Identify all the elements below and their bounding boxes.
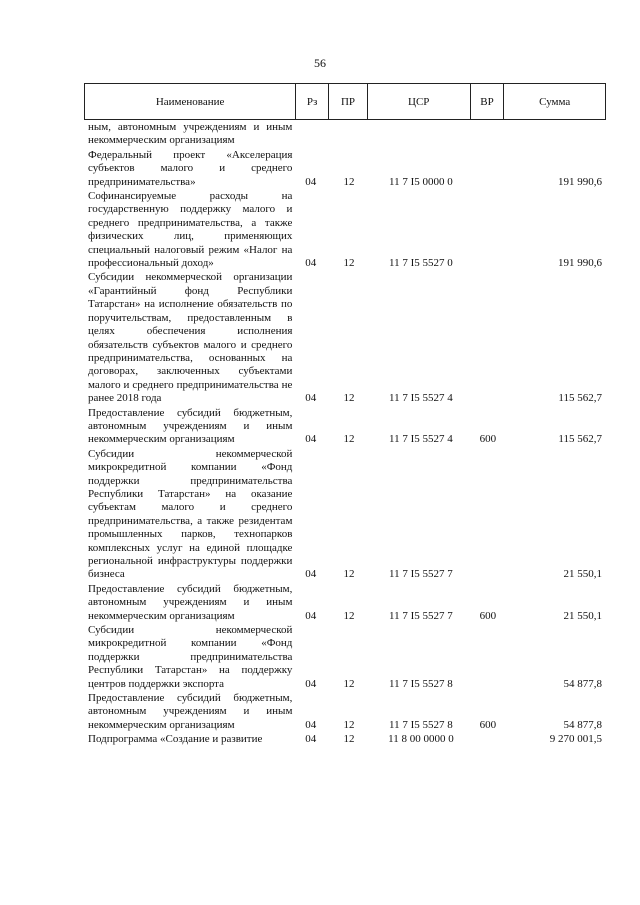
row-rz: 04 bbox=[305, 175, 317, 188]
row-rz: 04 bbox=[305, 568, 317, 581]
row-name: Субсидии некоммерческой организации «Гарантийный фонд Республики Татарстан» на исполнение обязательств по поручительствам, предоставленным в целях обеспечения исполнения обязательств субъектов малого и среднего предпринимательства, основанных на договорах, заключенных субъектами малого и среднего предпринимательства не ранее 2018 года bbox=[88, 271, 293, 405]
table-row bbox=[84, 149, 606, 189]
header-pr: ПР bbox=[329, 84, 368, 119]
header-csr: ЦСР bbox=[368, 84, 471, 119]
row-vr: 600 bbox=[479, 433, 497, 446]
header-rz: Рз bbox=[296, 84, 329, 119]
row-name: Подпрограмма «Создание и развитие bbox=[88, 733, 263, 746]
row-name: Предоставление субсидий бюджетным, автономным учреждениям и иным некоммерческим организациям bbox=[88, 692, 293, 731]
row-sum: 9 270 001,5 bbox=[549, 733, 602, 746]
row-csr: 11 7 I5 5527 4 bbox=[389, 433, 453, 446]
table-row bbox=[84, 407, 606, 447]
table-row bbox=[84, 692, 606, 732]
table-row bbox=[84, 448, 606, 582]
row-csr: 11 7 I5 5527 4 bbox=[389, 392, 453, 405]
table-row bbox=[84, 271, 606, 405]
page-number: 56 bbox=[314, 56, 326, 70]
header-name: Наименование bbox=[85, 84, 296, 119]
row-name: Субсидии некоммерческой микрокредитной компании «Фонд поддержки предпринимательства Республики Татарстан» на поддержку центров поддержки экспорта bbox=[88, 624, 293, 690]
row-sum: 54 877,8 bbox=[563, 677, 602, 690]
row-csr: 11 7 I5 5527 8 bbox=[389, 677, 453, 690]
row-csr: 11 8 00 0000 0 bbox=[388, 733, 454, 746]
row-rz: 04 bbox=[305, 392, 317, 405]
row-pr: 12 bbox=[343, 568, 355, 581]
row-rz: 04 bbox=[305, 609, 317, 622]
row-pr: 12 bbox=[343, 392, 355, 405]
row-csr: 11 7 I5 0000 0 bbox=[389, 175, 453, 188]
row-sum: 115 562,7 bbox=[558, 392, 602, 405]
row-rz: 04 bbox=[305, 718, 317, 731]
row-csr: 11 7 I5 5527 8 bbox=[389, 718, 453, 731]
row-sum: 54 877,8 bbox=[563, 718, 602, 731]
header-sum: Сумма bbox=[539, 95, 571, 108]
row-csr: 11 7 I5 5527 7 bbox=[389, 568, 453, 581]
row-pr: 12 bbox=[343, 718, 355, 731]
row-pr: 12 bbox=[343, 257, 355, 270]
table-row bbox=[84, 733, 606, 746]
row-pr: 12 bbox=[343, 175, 355, 188]
table-header bbox=[84, 83, 606, 120]
row-sum: 21 550,1 bbox=[563, 568, 602, 581]
table-body bbox=[84, 121, 606, 747]
row-name: Федеральный проект «Акселерация субъектов малого и среднего предпринимательства» bbox=[88, 148, 293, 188]
row-pr: 12 bbox=[343, 609, 355, 622]
row-name: Софинансируемые расходы на государственную поддержку малого и среднего предпринимательства, а также физических лиц, применяющих специальный налоговый режим «Налог на профессиональный доход» bbox=[88, 190, 293, 270]
row-rz: 04 bbox=[305, 733, 317, 746]
row-rz: 04 bbox=[305, 677, 317, 690]
row-sum: 115 562,7 bbox=[558, 433, 602, 446]
row-name: Предоставление субсидий бюджетным, автономным учреждениям и иным некоммерческим организациям bbox=[88, 406, 293, 446]
table-row bbox=[84, 624, 606, 691]
row-vr: 600 bbox=[479, 609, 497, 622]
row-vr: 600 bbox=[479, 718, 497, 731]
table-row bbox=[84, 583, 606, 623]
row-sum: 191 990,6 bbox=[558, 175, 602, 188]
row-rz: 04 bbox=[305, 257, 317, 270]
row-csr: 11 7 I5 5527 7 bbox=[389, 609, 453, 622]
row-csr: 11 7 I5 5527 0 bbox=[389, 257, 453, 270]
row-sum: 191 990,6 bbox=[558, 257, 602, 270]
row-sum: 21 550,1 bbox=[563, 609, 602, 622]
table-row bbox=[84, 121, 606, 148]
row-pr: 12 bbox=[343, 433, 355, 446]
row-name: ным, автономным учреждениям и иным некоммерческим организациям bbox=[88, 121, 293, 147]
row-pr: 12 bbox=[343, 733, 355, 746]
row-pr: 12 bbox=[343, 677, 355, 690]
row-name: Предоставление субсидий бюджетным, автономным учреждениям и иным некоммерческим организациям bbox=[88, 582, 293, 622]
header-vr: ВР bbox=[471, 84, 505, 119]
row-rz: 04 bbox=[305, 433, 317, 446]
row-name: Субсидии некоммерческой микрокредитной компании «Фонд поддержки предпринимательства Республики Татарстан» на оказание субъектам малого и среднего предпринимательства, а также резидентам промышленных парков, технопарков комплексных услуг на единой площадке региональной инфраструктуры поддержки бизнеса bbox=[88, 447, 293, 581]
table-row bbox=[84, 190, 606, 270]
